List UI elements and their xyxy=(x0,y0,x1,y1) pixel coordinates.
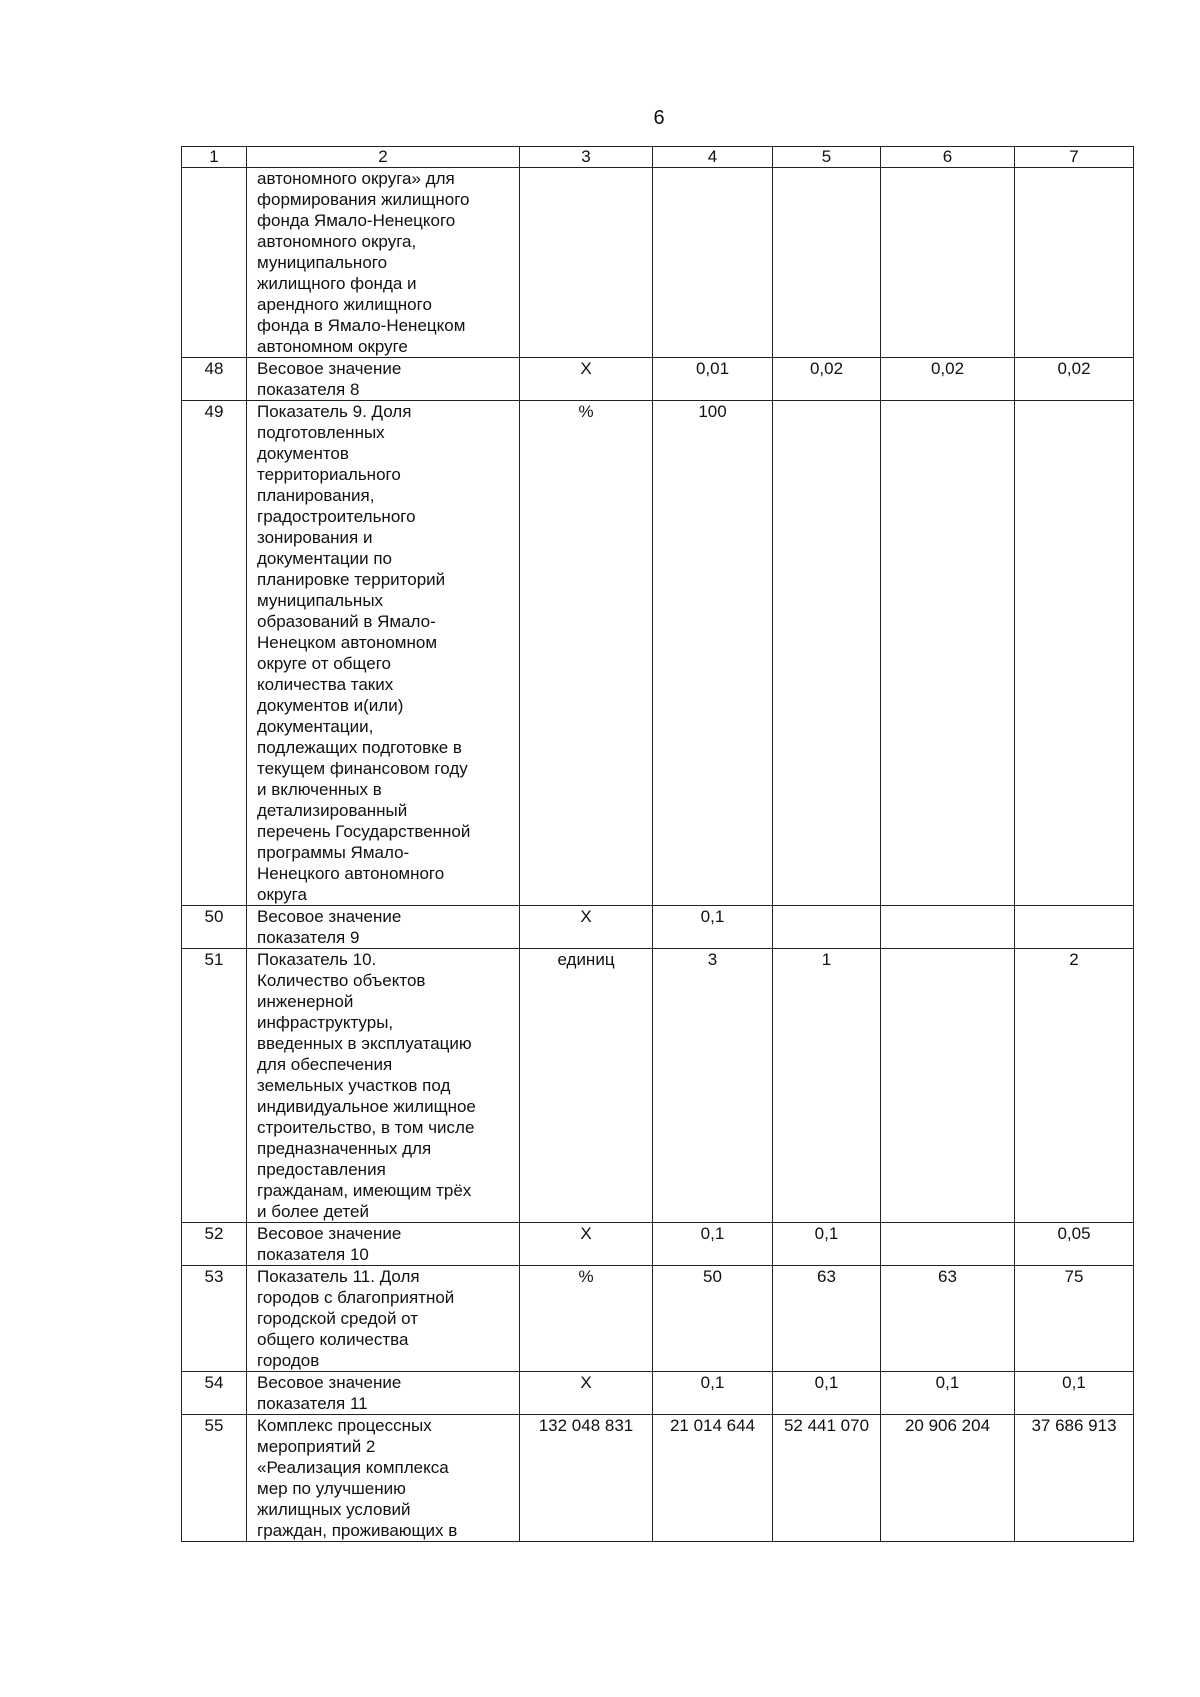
indicator-name-cell xyxy=(247,1223,520,1266)
indicator-name-line: показателя 8 xyxy=(257,380,360,399)
value-cell-c7 xyxy=(1015,168,1134,358)
indicator-name-line: предоставления xyxy=(257,1160,386,1179)
indicator-name-line: автономном округе xyxy=(257,337,408,356)
row-number-cell: 53 xyxy=(182,1266,247,1372)
value-cell-c5: 0,1 xyxy=(773,1223,881,1266)
row-number-cell: 49 xyxy=(182,401,247,906)
indicator-name-line: образований в Ямало- xyxy=(257,612,436,631)
indicator-name-line: планирования, xyxy=(257,486,375,505)
indicator-name-line: граждан, проживающих в xyxy=(257,1521,458,1540)
indicator-name-line: Показатель 10. xyxy=(257,950,377,969)
value-cell-c3: Х xyxy=(520,906,653,949)
value-cell-c7: 0,02 xyxy=(1015,358,1134,401)
value-cell-c7: 75 xyxy=(1015,1266,1134,1372)
column-header: 1 xyxy=(182,147,247,168)
row-number-cell: 52 xyxy=(182,1223,247,1266)
value-cell-c6: 20 906 204 xyxy=(881,1415,1015,1542)
indicator-name-line: детализированный xyxy=(257,801,408,820)
value-cell-c7: 0,1 xyxy=(1015,1372,1134,1415)
indicator-name-line: градостроительного xyxy=(257,507,416,526)
value-cell-c4: 3 xyxy=(653,949,773,1223)
value-cell-c4: 0,1 xyxy=(653,1223,773,1266)
indicator-name-line: показателя 11 xyxy=(257,1394,368,1413)
indicator-name-line: Показатель 11. Доля xyxy=(257,1267,420,1286)
value-cell-c5: 63 xyxy=(773,1266,881,1372)
value-cell-c3: Х xyxy=(520,1223,653,1266)
table-row xyxy=(182,358,1134,401)
indicator-name-cell xyxy=(247,906,520,949)
indicator-name-line: Весовое значение xyxy=(257,1373,402,1392)
indicator-name-line: мер по улучшению xyxy=(257,1479,406,1498)
indicator-name-line: округе от общего xyxy=(257,654,391,673)
value-cell-c7 xyxy=(1015,906,1134,949)
indicator-name-line: и более детей xyxy=(257,1202,369,1221)
indicator-name-line: подготовленных xyxy=(257,423,385,442)
value-cell-c6: 0,02 xyxy=(881,358,1015,401)
indicator-name-line: жилищного фонда и xyxy=(257,274,417,293)
value-cell-c3: % xyxy=(520,1266,653,1372)
indicator-name-line: Комплекс процессных xyxy=(257,1416,432,1435)
indicator-name-line: территориального xyxy=(257,465,401,484)
indicator-name-line: городов xyxy=(257,1351,320,1370)
value-cell-c3: % xyxy=(520,401,653,906)
table-row xyxy=(182,906,1134,949)
indicator-name-line: документации, xyxy=(257,717,374,736)
indicator-name-line: фонда в Ямало-Ненецком xyxy=(257,316,466,335)
indicator-name-line: Количество объектов xyxy=(257,971,426,990)
indicator-name-line: городской средой от xyxy=(257,1309,419,1328)
indicator-name-line: документов и(или) xyxy=(257,696,404,715)
value-cell-c6: 0,1 xyxy=(881,1372,1015,1415)
indicator-name-line: жилищных условий xyxy=(257,1500,411,1519)
value-cell-c3: единиц xyxy=(520,949,653,1223)
indicator-name-line: индивидуальное жилищное xyxy=(257,1097,476,1116)
indicator-name-cell xyxy=(247,1266,520,1372)
header-row xyxy=(182,147,1134,168)
value-cell-c5 xyxy=(773,906,881,949)
indicator-name-line: земельных участков под xyxy=(257,1076,451,1095)
indicator-name-line: общего количества xyxy=(257,1330,409,1349)
column-header: 6 xyxy=(881,147,1015,168)
value-cell-c6 xyxy=(881,1223,1015,1266)
indicator-name-cell xyxy=(247,1415,520,1542)
value-cell-c4: 0,01 xyxy=(653,358,773,401)
indicator-name-line: для обеспечения xyxy=(257,1055,393,1074)
indicator-name-line: планировке территорий xyxy=(257,570,446,589)
value-cell-c7: 2 xyxy=(1015,949,1134,1223)
indicator-name-line: мероприятий 2 xyxy=(257,1437,376,1456)
indicator-name-cell xyxy=(247,168,520,358)
indicator-name-line: округа xyxy=(257,885,307,904)
indicator-name-line: Ненецком автономном xyxy=(257,633,438,652)
column-header: 2 xyxy=(247,147,520,168)
indicator-name-line: количества таких xyxy=(257,675,394,694)
indicator-name-line: Показатель 9. Доля xyxy=(257,402,412,421)
indicator-name-line: и включенных в xyxy=(257,780,382,799)
value-cell-c5: 0,02 xyxy=(773,358,881,401)
indicator-name-cell xyxy=(247,358,520,401)
value-cell-c4 xyxy=(653,168,773,358)
value-cell-c5 xyxy=(773,168,881,358)
page-number: 6 xyxy=(653,107,665,129)
row-number-cell: 51 xyxy=(182,949,247,1223)
indicator-name-line: документации по xyxy=(257,549,393,568)
indicator-name-cell xyxy=(247,401,520,906)
indicator-name-line: перечень Государственной xyxy=(257,822,471,841)
indicator-name-cell xyxy=(247,949,520,1223)
indicator-name-line: формирования жилищного xyxy=(257,190,470,209)
indicator-name-line: предназначенных для xyxy=(257,1139,432,1158)
indicator-name-line: Весовое значение xyxy=(257,359,402,378)
indicator-name-line: программы Ямало- xyxy=(257,843,410,862)
value-cell-c5 xyxy=(773,401,881,906)
column-header: 4 xyxy=(653,147,773,168)
indicator-name-line: гражданам, имеющим трёх xyxy=(257,1181,472,1200)
indicator-name-line: введенных в эксплуатацию xyxy=(257,1034,472,1053)
indicator-table xyxy=(181,146,1134,1542)
row-number-cell xyxy=(182,168,247,358)
indicator-name-cell xyxy=(247,1372,520,1415)
value-cell-c6 xyxy=(881,906,1015,949)
table-row xyxy=(182,949,1134,1223)
indicator-name-line: инженерной xyxy=(257,992,354,1011)
indicator-name-line: автономного округа, xyxy=(257,232,417,251)
indicator-name-line: автономного округа» для xyxy=(257,169,455,188)
value-cell-c4: 100 xyxy=(653,401,773,906)
indicator-name-line: инфраструктуры, xyxy=(257,1013,394,1032)
row-number-cell: 55 xyxy=(182,1415,247,1542)
indicator-name-line: городов с благоприятной xyxy=(257,1288,455,1307)
indicator-name-line: строительство, в том числе xyxy=(257,1118,475,1137)
column-header: 7 xyxy=(1015,147,1134,168)
value-cell-c4: 21 014 644 xyxy=(653,1415,773,1542)
row-number-cell: 54 xyxy=(182,1372,247,1415)
value-cell-c3: Х xyxy=(520,358,653,401)
table-row xyxy=(182,1415,1134,1542)
value-cell-c6 xyxy=(881,401,1015,906)
indicator-name-line: документов xyxy=(257,444,349,463)
table-row xyxy=(182,401,1134,906)
value-cell-c6 xyxy=(881,168,1015,358)
indicator-name-line: Весовое значение xyxy=(257,1224,402,1243)
value-cell-c5: 1 xyxy=(773,949,881,1223)
table-row xyxy=(182,168,1134,358)
indicator-name-line: фонда Ямало-Ненецкого xyxy=(257,211,456,230)
indicator-name-line: подлежащих подготовке в xyxy=(257,738,462,757)
row-number-cell: 50 xyxy=(182,906,247,949)
table-row xyxy=(182,1372,1134,1415)
indicator-name-line: арендного жилищного xyxy=(257,295,432,314)
value-cell-c4: 50 xyxy=(653,1266,773,1372)
value-cell-c5: 0,1 xyxy=(773,1372,881,1415)
value-cell-c6 xyxy=(881,949,1015,1223)
table-row xyxy=(182,1266,1134,1372)
table-row xyxy=(182,1223,1134,1266)
column-header: 5 xyxy=(773,147,881,168)
indicator-name-line: текущем финансовом году xyxy=(257,759,468,778)
value-cell-c4: 0,1 xyxy=(653,1372,773,1415)
indicator-name-line: зонирования и xyxy=(257,528,373,547)
value-cell-c7 xyxy=(1015,401,1134,906)
indicator-name-line: муниципального xyxy=(257,253,388,272)
value-cell-c6: 63 xyxy=(881,1266,1015,1372)
value-cell-c4: 0,1 xyxy=(653,906,773,949)
value-cell-c3 xyxy=(520,168,653,358)
indicator-name-line: показателя 10 xyxy=(257,1245,369,1264)
value-cell-c3: 132 048 831 xyxy=(520,1415,653,1542)
row-number-cell: 48 xyxy=(182,358,247,401)
indicator-name-line: «Реализация комплекса xyxy=(257,1458,449,1477)
indicator-name-line: Ненецкого автономного xyxy=(257,864,445,883)
indicator-name-line: показателя 9 xyxy=(257,928,360,947)
table-body xyxy=(182,147,1134,1542)
value-cell-c7: 37 686 913 xyxy=(1015,1415,1134,1542)
value-cell-c7: 0,05 xyxy=(1015,1223,1134,1266)
indicator-name-line: муниципальных xyxy=(257,591,384,610)
column-header: 3 xyxy=(520,147,653,168)
value-cell-c5: 52 441 070 xyxy=(773,1415,881,1542)
indicator-name-line: Весовое значение xyxy=(257,907,402,926)
value-cell-c3: Х xyxy=(520,1372,653,1415)
